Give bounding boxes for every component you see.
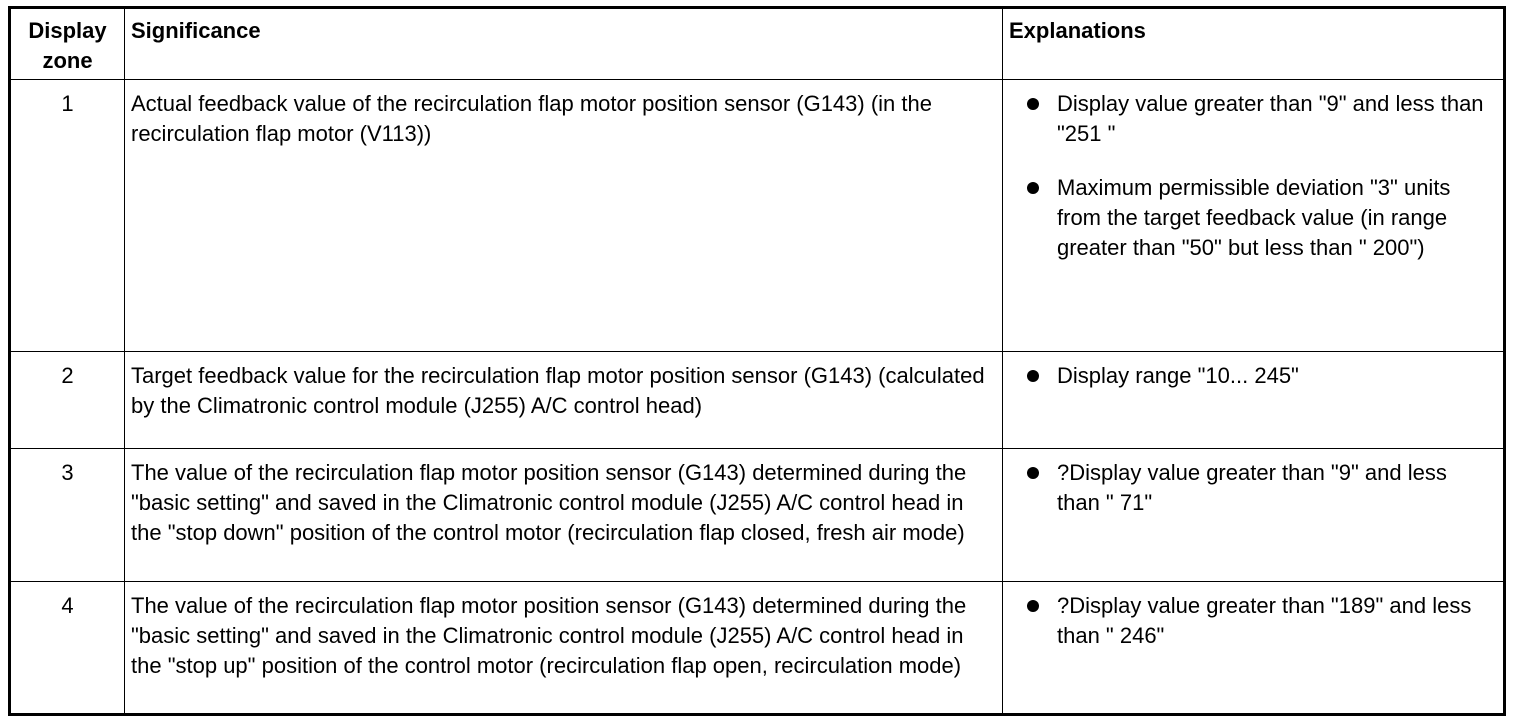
zone-cell: 3 bbox=[10, 449, 125, 582]
bullet-icon bbox=[1027, 182, 1039, 194]
bullet-icon bbox=[1027, 600, 1039, 612]
table-header-row bbox=[10, 8, 1505, 80]
explanations-cell bbox=[1003, 80, 1505, 352]
table-row bbox=[10, 449, 1505, 582]
header-explanations: Explanations bbox=[1003, 8, 1505, 80]
explanations-cell bbox=[1003, 582, 1505, 715]
zone-cell: 2 bbox=[10, 352, 125, 449]
explanations-cell bbox=[1003, 352, 1505, 449]
significance-cell: The value of the recirculation flap motor position sensor (G143) determined during the "basic setting" and saved in the Climatronic control module (J255) A/C control head in the "stop down" position of the control motor (recirculation flap closed, fresh air mode) bbox=[125, 449, 1003, 582]
explanation-item bbox=[1009, 89, 1497, 149]
explanation-text: Display value greater than "9" and less than "251 " bbox=[1057, 91, 1484, 146]
significance-cell: Actual feedback value of the recirculation flap motor position sensor (G143) (in the recirculation flap motor (V113)) bbox=[125, 80, 1003, 352]
table-row bbox=[10, 582, 1505, 715]
explanation-text: ?Display value greater than "189" and less than " 246" bbox=[1057, 593, 1472, 648]
explanations-cell bbox=[1003, 449, 1505, 582]
header-display-zone: Display zone bbox=[10, 8, 125, 80]
bullet-icon bbox=[1027, 98, 1039, 110]
display-zone-table bbox=[8, 6, 1506, 716]
zone-cell: 4 bbox=[10, 582, 125, 715]
zone-cell: 1 bbox=[10, 80, 125, 352]
explanation-text: Maximum permissible deviation "3" units from the target feedback value (in range greater than "50" but less than " 200") bbox=[1057, 175, 1451, 260]
explanation-item bbox=[1009, 458, 1497, 518]
table-row bbox=[10, 80, 1505, 352]
explanation-list bbox=[1009, 458, 1497, 518]
significance-cell: Target feedback value for the recirculation flap motor position sensor (G143) (calculated by the Climatronic control module (J255) A/C control head) bbox=[125, 352, 1003, 449]
explanation-item bbox=[1009, 591, 1497, 651]
explanation-list bbox=[1009, 89, 1497, 263]
significance-cell: The value of the recirculation flap motor position sensor (G143) determined during the "basic setting" and saved in the Climatronic control module (J255) A/C control head in the "stop up" position of the control motor (recirculation flap open, recirculation mode) bbox=[125, 582, 1003, 715]
table-row bbox=[10, 352, 1505, 449]
explanation-text: Display range "10... 245" bbox=[1057, 363, 1299, 388]
explanation-list bbox=[1009, 591, 1497, 651]
explanation-text: ?Display value greater than "9" and less than " 71" bbox=[1057, 460, 1447, 515]
bullet-icon bbox=[1027, 370, 1039, 382]
bullet-icon bbox=[1027, 467, 1039, 479]
explanation-item bbox=[1009, 361, 1497, 391]
explanation-list bbox=[1009, 361, 1497, 391]
explanation-item bbox=[1009, 173, 1497, 263]
header-significance: Significance bbox=[125, 8, 1003, 80]
